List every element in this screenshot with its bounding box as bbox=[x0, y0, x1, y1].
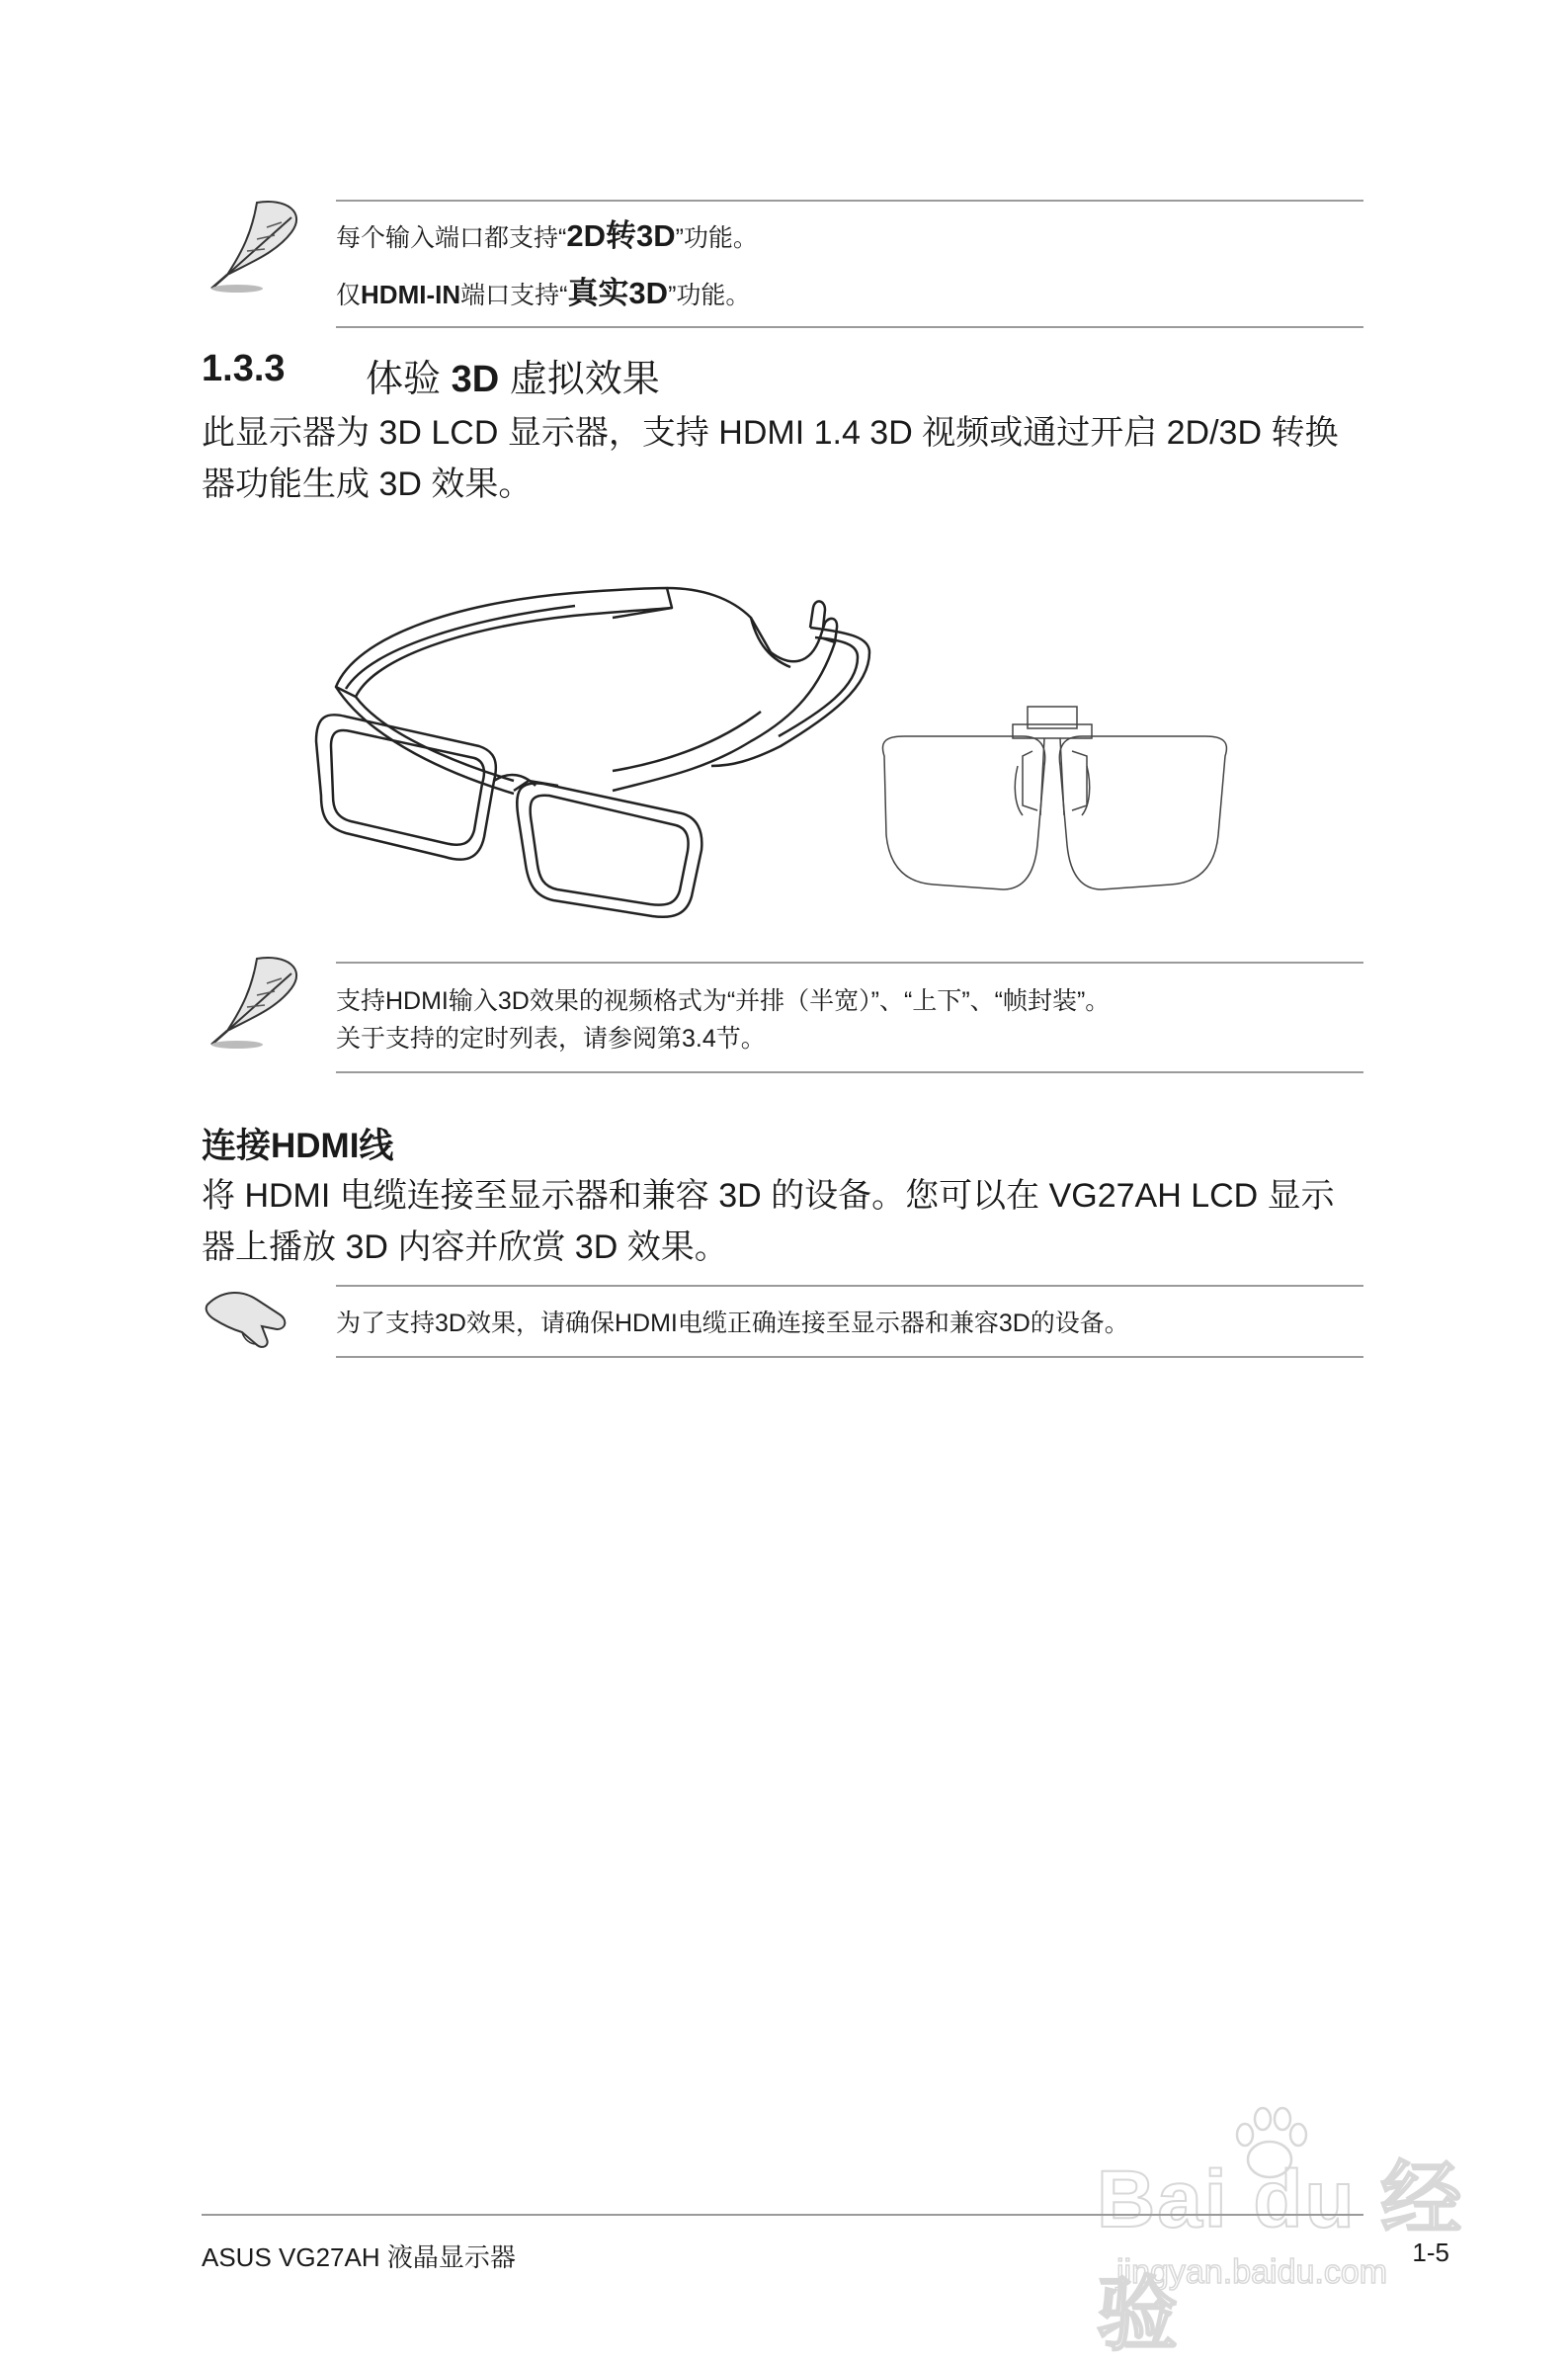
note1-top-rule bbox=[336, 200, 1363, 202]
note2-bottom-rule bbox=[336, 1071, 1363, 1073]
note2-line2: 关于支持的定时列表，请参阅第3.4节。 bbox=[336, 1025, 766, 1053]
feather-pen-icon bbox=[198, 954, 316, 1053]
note2-top-rule bbox=[336, 962, 1363, 964]
baidu-watermark bbox=[1097, 2105, 1472, 2360]
note3-line1: 为了支持3D效果，请确保HDMI电缆正确连接至显示器和兼容3D的设备。 bbox=[336, 1310, 1129, 1337]
feather-pen-icon bbox=[198, 198, 316, 296]
section-paragraph: 此显示器为 3D LCD 显示器，支持 HDMI 1.4 3D 视频或通过开启 2D/3D 转换器功能生成 3D 效果。 bbox=[202, 414, 1339, 503]
clip-on-lenses-illustration bbox=[874, 697, 1250, 914]
section-number: 1.3.3 bbox=[202, 348, 286, 389]
note1-line2: 仅HDMI-IN端口支持“真实3D”功能。 bbox=[336, 276, 751, 310]
section-title: 体验 3D 虚拟效果 bbox=[366, 359, 660, 400]
note3-top-rule bbox=[336, 1285, 1363, 1287]
note2-line1: 支持HDMI输入3D效果的视频格式为“并排（半宽）”、“上下”、“帧封装”。 bbox=[336, 987, 1111, 1015]
watermark-logo: Bai du 经验 bbox=[1097, 2155, 1464, 2360]
hdmi-heading: 连接HDMI线 bbox=[202, 1127, 394, 1165]
footer-product: ASUS VG27AH 液晶显示器 bbox=[202, 2242, 516, 2272]
hand-pointer-icon bbox=[203, 1285, 291, 1354]
hdmi-paragraph: 将 HDMI 电缆连接至显示器和兼容 3D 的设备。您可以在 VG27AH LCD 显示器上播放 3D 内容并欣赏 3D 效果。 bbox=[202, 1177, 1335, 1266]
note3-bottom-rule bbox=[336, 1356, 1363, 1358]
footer-page-number: 1-5 bbox=[1412, 2238, 1449, 2267]
footer-rule bbox=[202, 2214, 1363, 2216]
3d-glasses-band-right bbox=[316, 578, 869, 934]
note1-line1: 每个输入端口都支持“2D转3D”功能。 bbox=[336, 218, 758, 253]
note1-bottom-rule bbox=[336, 326, 1363, 328]
watermark-url: jingyan.baidu.com bbox=[1116, 2253, 1388, 2291]
